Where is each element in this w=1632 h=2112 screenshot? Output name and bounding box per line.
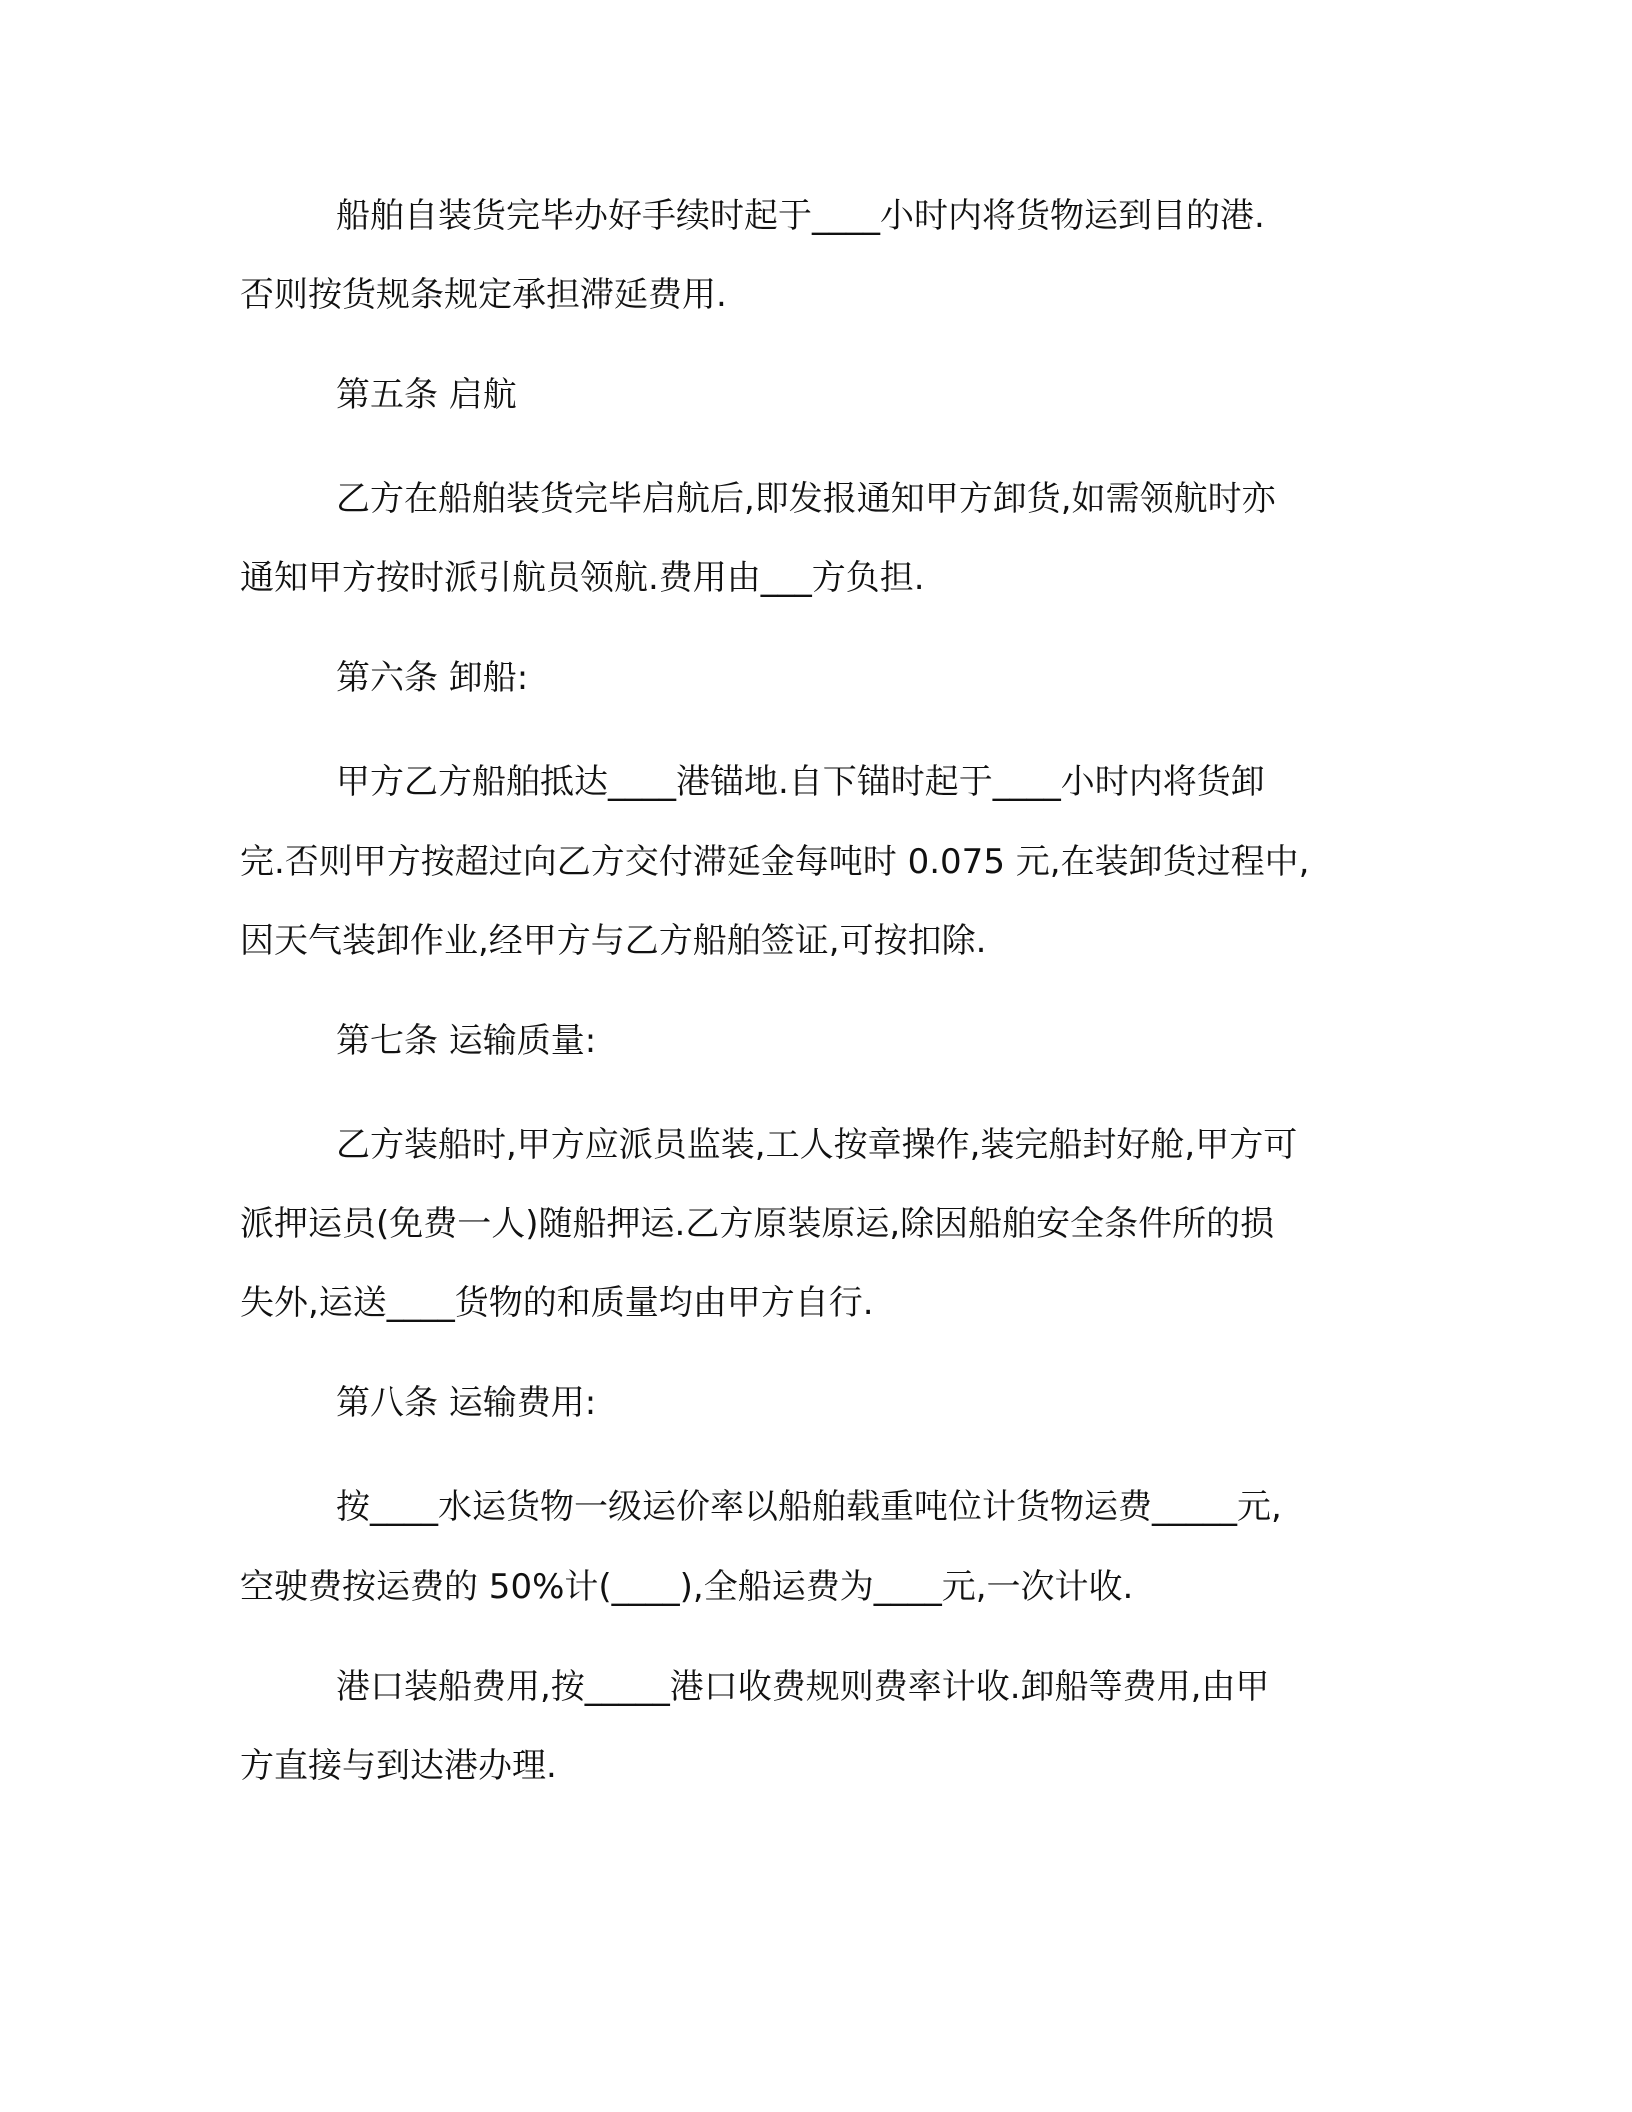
paragraph-line: 通知甲方按时派引航员领航.费用由___方负担. [240,558,925,598]
section-heading: 第六条 卸船: [336,658,529,698]
paragraph-line: 失外,运送____货物的和质量均由甲方自行. [240,1283,874,1323]
paragraph-line: 港口装船费用,按_____港口收费规则费率计收.卸船等费用,由甲 [336,1667,1270,1707]
section-heading: 第五条 启航 [336,375,517,415]
paragraph-line: 否则按货规条规定承担滞延费用. [240,275,727,315]
section-heading: 第七条 运输质量: [336,1021,597,1061]
paragraph-line: 船舶自装货完毕办好手续时起于____小时内将货物运到目的港. [336,196,1265,236]
paragraph-line: 按____水运货物一级运价率以船舶载重吨位计货物运费_____元, [336,1487,1282,1527]
paragraph-line: 空驶费按运费的 50%计(____),全船运费为____元,一次计收. [240,1567,1134,1607]
section-heading: 第八条 运输费用: [336,1383,597,1423]
paragraph-line: 派押运员(免费一人)随船押运.乙方原装原运,除因船舶安全条件所的损 [240,1204,1275,1244]
paragraph-line: 完.否则甲方按超过向乙方交付滞延金每吨时 0.075 元,在装卸货过程中, [240,842,1310,882]
paragraph-line: 因天气装卸作业,经甲方与乙方船舶签证,可按扣除. [240,921,987,961]
paragraph-line: 方直接与到达港办理. [240,1746,557,1786]
paragraph-line: 乙方在船舶装货完毕启航后,即发报通知甲方卸货,如需领航时亦 [336,479,1276,519]
paragraph-line: 甲方乙方船舶抵达____港锚地.自下锚时起于____小时内将货卸 [336,762,1265,802]
paragraph-line: 乙方装船时,甲方应派员监装,工人按章操作,装完船封好舱,甲方可 [336,1125,1298,1165]
